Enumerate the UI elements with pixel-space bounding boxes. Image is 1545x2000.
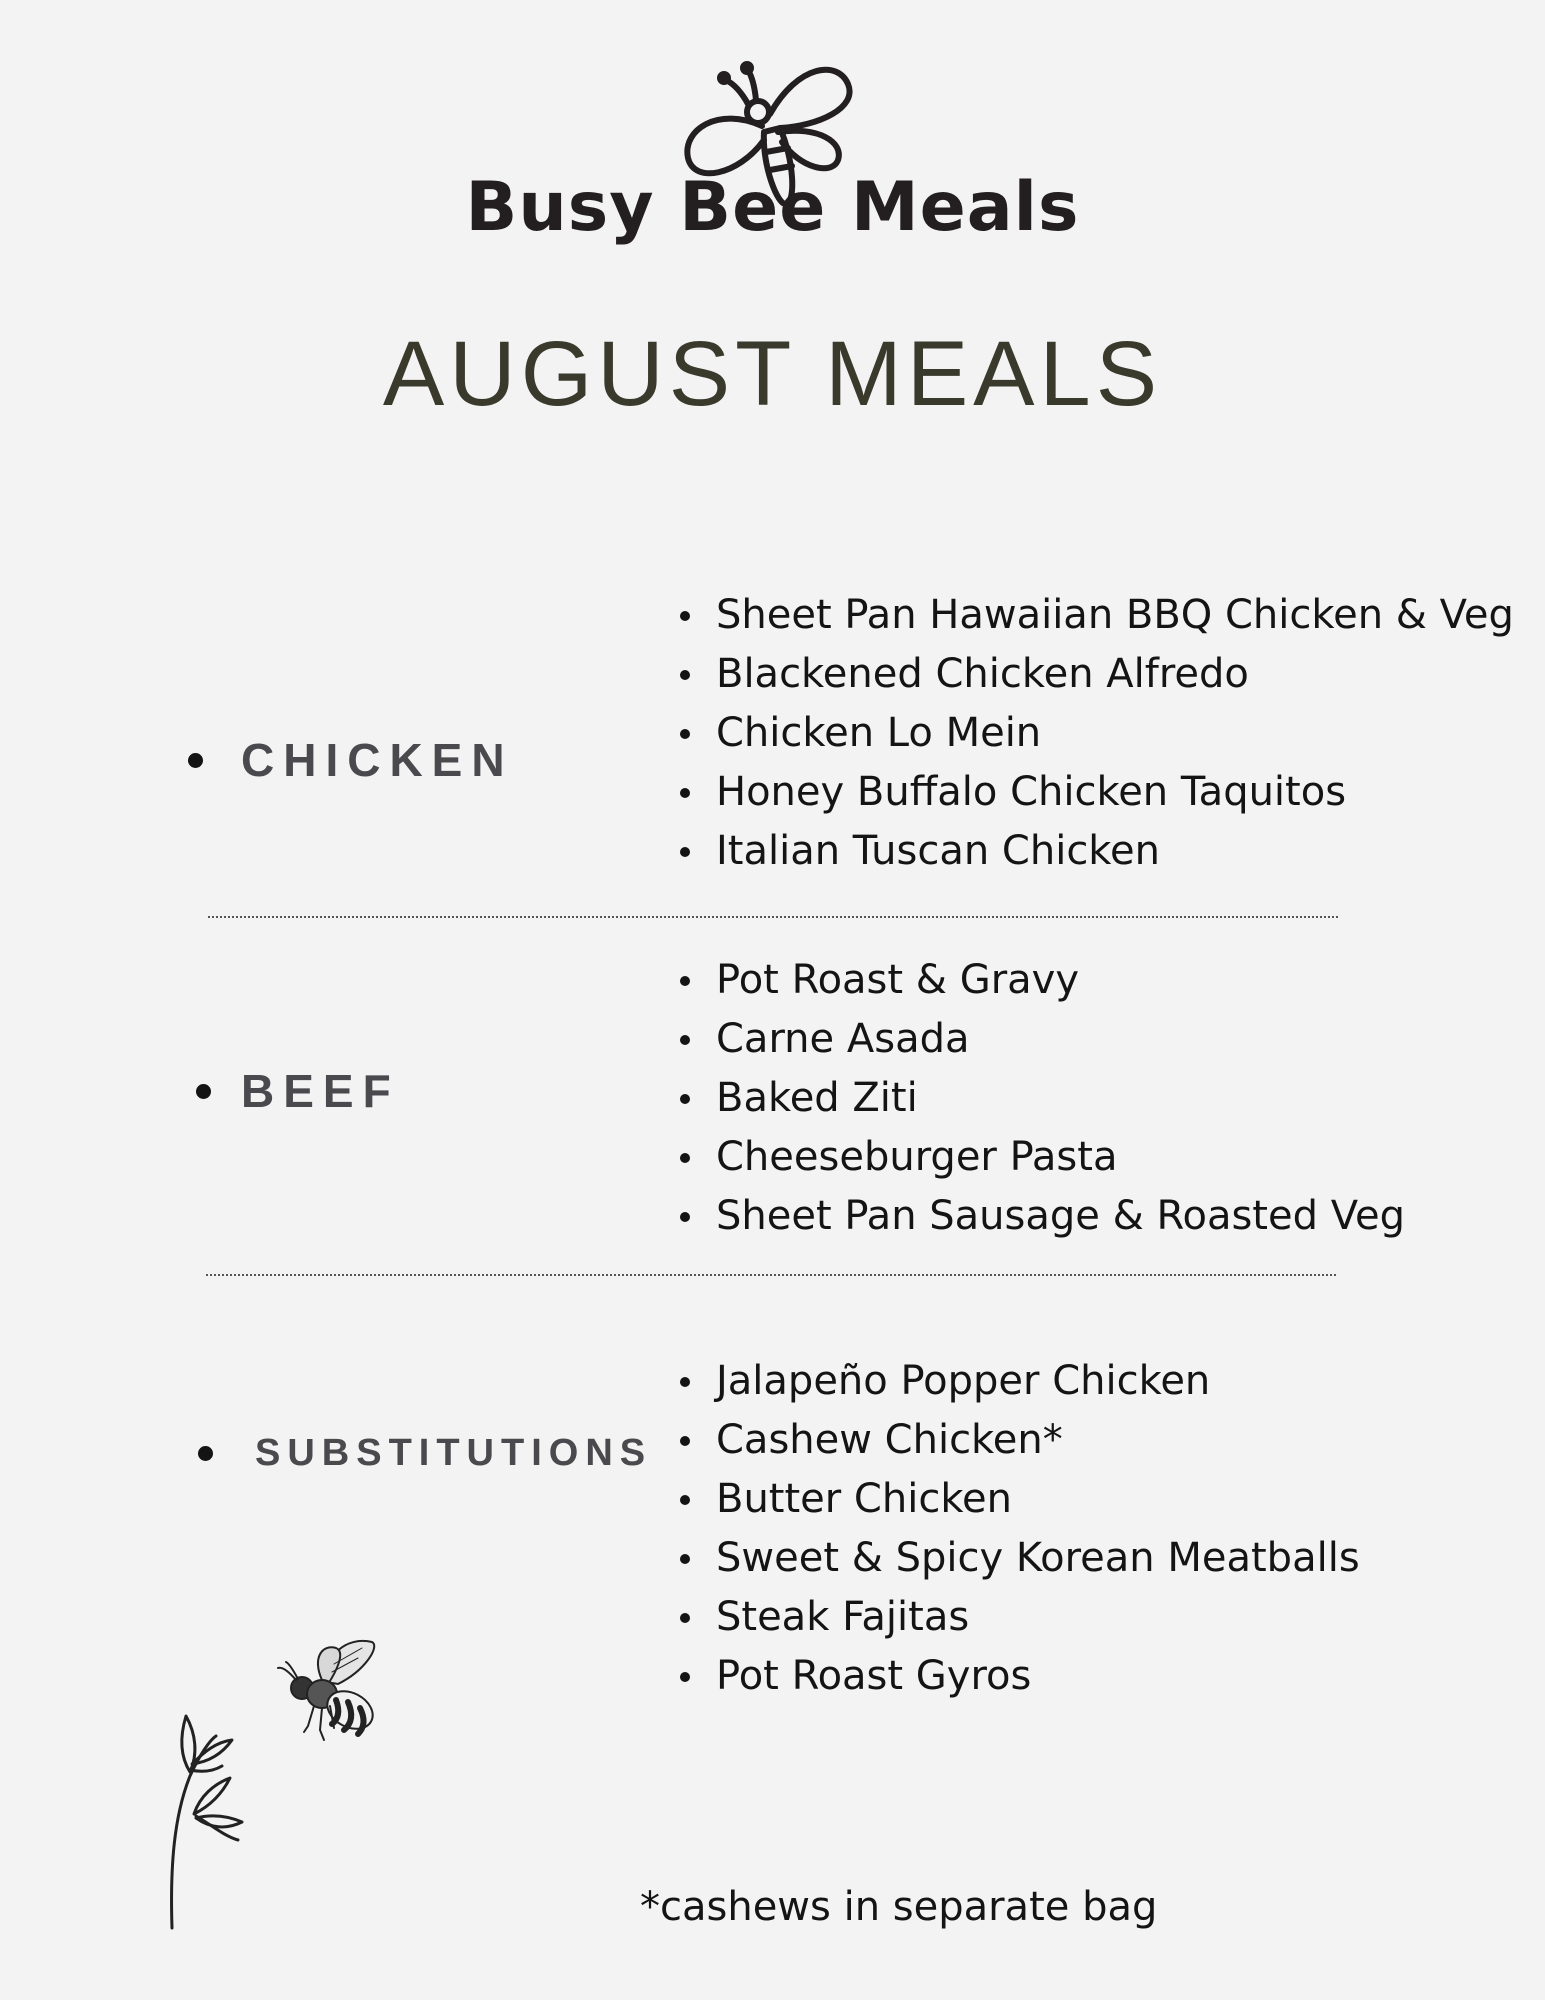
list-item: Baked Ziti <box>680 1069 1405 1128</box>
category-beef <box>196 1064 400 1118</box>
section-divider <box>206 1274 1336 1276</box>
list-item: Sheet Pan Sausage & Roasted Veg <box>680 1187 1405 1246</box>
chicken-meal-list <box>680 586 1514 881</box>
bullet-dot <box>188 753 203 768</box>
section-divider <box>208 916 1338 918</box>
list-item: Italian Tuscan Chicken <box>680 822 1514 881</box>
category-chicken <box>188 733 514 787</box>
list-item: Jalapeño Popper Chicken <box>680 1352 1360 1411</box>
list-item: Carne Asada <box>680 1010 1405 1069</box>
category-substitutions <box>198 1432 652 1475</box>
list-item: Sheet Pan Hawaiian BBQ Chicken & Veg <box>680 586 1514 645</box>
list-item: Chicken Lo Mein <box>680 704 1514 763</box>
list-item: Pot Roast Gyros <box>680 1647 1360 1706</box>
list-item: Cheeseburger Pasta <box>680 1128 1405 1187</box>
bullet-dot <box>198 1446 213 1461</box>
substitutions-meal-list <box>680 1352 1360 1706</box>
bee-illustration-icon <box>276 1636 384 1746</box>
category-chicken-label: CHICKEN <box>241 734 514 786</box>
list-item: Sweet & Spicy Korean Meatballs <box>680 1529 1360 1588</box>
footnote: *cashews in separate bag <box>640 1884 1158 1930</box>
list-item: Butter Chicken <box>680 1470 1360 1529</box>
list-item: Cashew Chicken* <box>680 1411 1360 1470</box>
list-item: Steak Fajitas <box>680 1588 1360 1647</box>
brand-name: Busy Bee Meals <box>465 168 1080 247</box>
list-item: Honey Buffalo Chicken Taquitos <box>680 763 1514 822</box>
bullet-dot <box>196 1084 211 1099</box>
list-item: Blackened Chicken Alfredo <box>680 645 1514 704</box>
beef-meal-list <box>680 951 1405 1246</box>
plant-sprig-icon <box>160 1706 260 1930</box>
category-substitutions-label: SUBSTITUTIONS <box>255 1432 653 1474</box>
page-title: AUGUST MEALS <box>382 323 1163 425</box>
category-beef-label: BEEF <box>241 1065 400 1117</box>
list-item: Pot Roast & Gravy <box>680 951 1405 1010</box>
